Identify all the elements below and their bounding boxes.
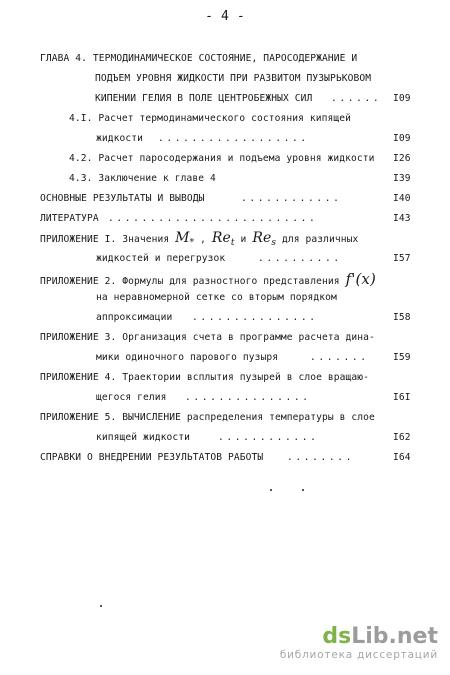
toc-s42-page: I26: [393, 153, 411, 164]
toc-app4-page: I6I: [393, 392, 411, 403]
toc-app5-line2: кипящей жидкости: [96, 432, 191, 443]
watermark-logo: dsLib.net: [322, 624, 438, 649]
toc-literature-line: ЛИТЕРАТУРА: [40, 213, 99, 224]
toc-s41-line2: жидкости: [96, 133, 144, 144]
app2-prefix: ПРИЛОЖЕНИЕ 2. Формулы для разностного представления: [40, 276, 340, 287]
symbol-re-t: $Re_t$: [211, 230, 235, 248]
toc-results-line: ОСНОВНЫЕ РЕЗУЛЬТАТЫ И ВЫВОДЫ: [40, 193, 205, 204]
toc-ch4-page: I09: [393, 93, 411, 104]
scan-speck: [100, 605, 102, 607]
toc-cert-line: СПРАВКИ О ВНЕДРЕНИИ РЕЗУЛЬТАТОВ РАБОТЫ: [40, 452, 264, 463]
toc-ch4-line1: ГЛАВА 4. ТЕРМОДИНАМИЧЕСКОЕ СОСТОЯНИЕ, ПАРОСОДЕРЖАНИЕ И: [40, 53, 358, 64]
toc-ch4-line2: ПОДЪЕМ УРОВНЯ ЖИДКОСТИ ПРИ РАЗВИТОМ ПУЗЫРЬКОВОМ: [95, 73, 372, 84]
toc-literature-page: I43: [393, 213, 411, 224]
toc-app3-line2: мики одиночного парового пузыря: [96, 352, 279, 363]
separator-comma: ,: [200, 234, 206, 245]
app1-suffix: для различных: [281, 234, 359, 245]
page-number: - 4 -: [205, 9, 245, 24]
toc-s43-page: I39: [393, 173, 411, 184]
toc-cert-page: I64: [393, 452, 411, 463]
leader-dots: ............: [241, 193, 342, 204]
toc-s41-line1: 4.I. Расчет термодинамического состояния кипящей: [69, 113, 352, 124]
scan-speck: [270, 489, 272, 491]
toc-app5-page: I62: [393, 432, 411, 443]
toc-app4-line2: щегося гелия: [96, 392, 167, 403]
toc-app1-line1: [40, 230, 358, 248]
leader-dots: ...............: [192, 312, 318, 323]
toc-s41-page: I09: [393, 133, 411, 144]
toc-s43-line1: 4.3. Заключение к главе 4: [69, 173, 216, 184]
conjunction: и: [240, 234, 247, 245]
leader-dots: ..........: [258, 253, 342, 264]
toc-app5-line1: ПРИЛОЖЕНИЕ 5. ВЫЧИСЛЕНИЕ распределения температуры в слое: [40, 412, 375, 423]
leader-dots: ......: [331, 93, 382, 104]
leader-dots: ........: [287, 452, 355, 463]
leader-dots: ...............: [185, 392, 311, 403]
scan-speck: [302, 489, 304, 491]
leader-dots: .......: [310, 352, 369, 363]
symbol-m-star: $M_*$: [175, 230, 195, 248]
toc-app2-line2: на неравномерной сетке со вторым порядком: [96, 292, 337, 303]
toc-app3-line1: ПРИЛОЖЕНИЕ 3. Организация счета в программе расчета дина-: [40, 332, 375, 343]
toc-app4-line1: ПРИЛОЖЕНИЕ 4. Траектории всплытия пузырей в слое вращаю-: [40, 372, 370, 383]
toc-s42-line1: 4.2. Расчет паросодержания и подъема уровня жидкости: [69, 153, 375, 164]
watermark: [280, 624, 438, 661]
toc-app3-page: I59: [393, 352, 411, 363]
toc-app1-line2: жидкостей и перегрузок: [96, 253, 226, 264]
leader-dots: .........................: [108, 213, 318, 224]
app1-prefix: ПРИЛОЖЕНИЕ I. Значения: [40, 234, 170, 245]
symbol-f-prime: f'(x): [345, 270, 376, 288]
leader-dots: ............: [218, 432, 319, 443]
leader-dots: ..................: [158, 133, 309, 144]
watermark-tagline: библиотека диссертаций: [279, 649, 438, 661]
toc-app1-page: I57: [393, 253, 411, 264]
toc-app2-page: I58: [393, 312, 411, 323]
toc-app2-line3: аппроксимации: [96, 312, 173, 323]
symbol-re-s: $Re_s$: [252, 230, 277, 248]
toc-app2-line1: [40, 270, 376, 288]
toc-results-page: I40: [393, 193, 411, 204]
toc-ch4-line3: КИПЕНИИ ГЕЛИЯ В ПОЛЕ ЦЕНТРОБЕЖНЫХ СИЛ: [95, 93, 313, 104]
